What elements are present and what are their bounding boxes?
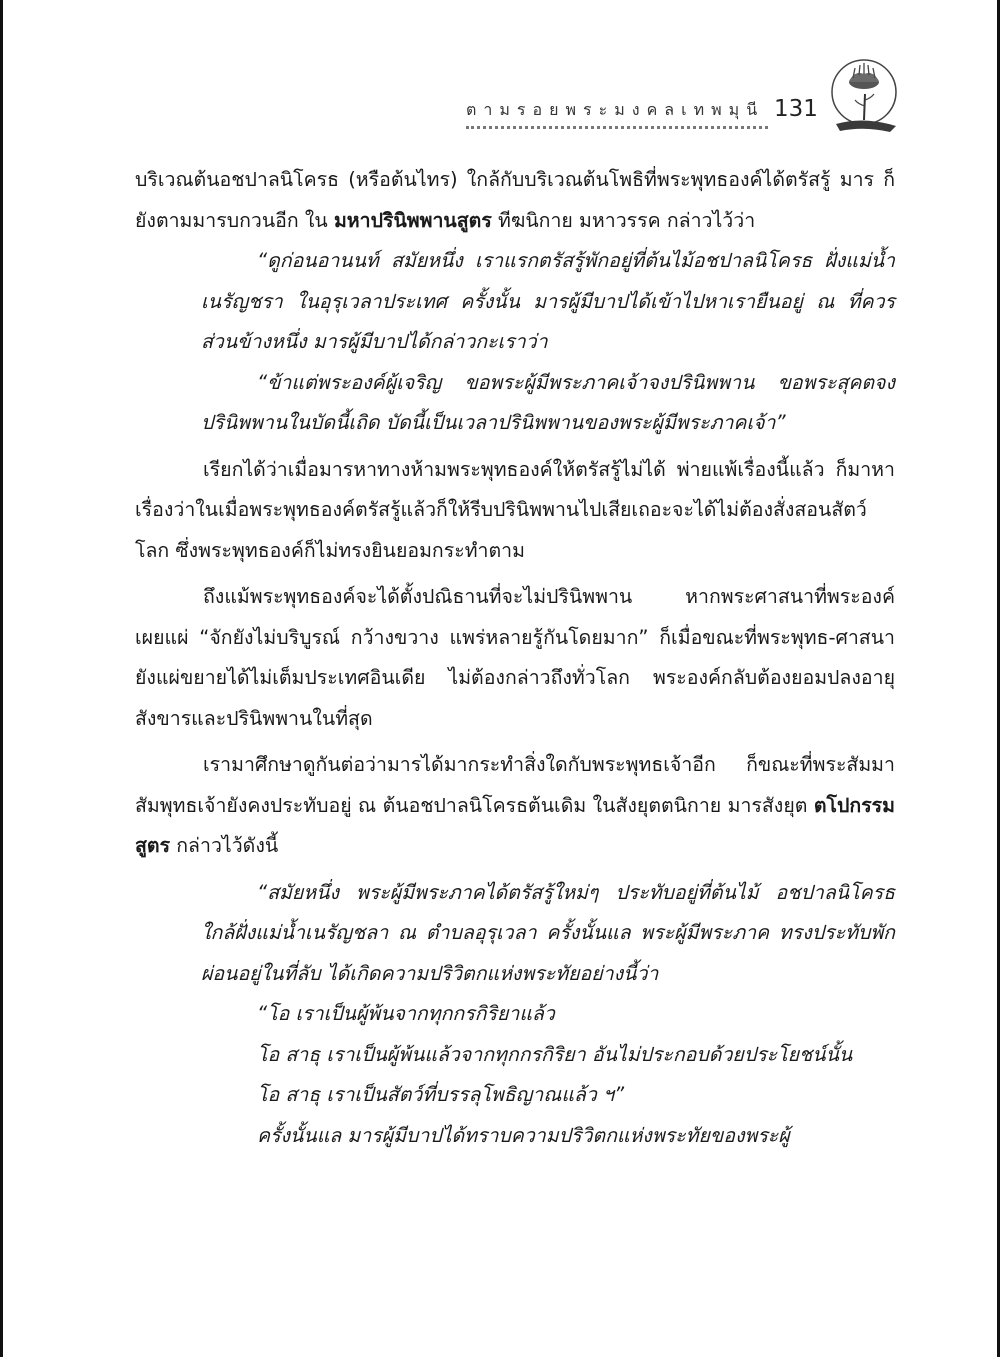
text-run: บริเวณต้นอชปาลนิโครธ (หรือต้นไทร) ใกล้กับบริเวณต้นโพธิที่พระพุทธองค์ได้ตรัสรู้ มาร ก็ยังตามมารบกวนอีก ใน <box>135 168 895 232</box>
quote-paragraph <box>201 873 895 995</box>
quote-line <box>201 994 895 1035</box>
lotus-tree-logo-icon <box>824 56 902 136</box>
quote-line <box>201 1035 895 1076</box>
quote-paragraph <box>201 241 895 363</box>
text-run: “ดูก่อนอานนท์ สมัยหนึ่ง เราแรกตรัสรู้พักอยู่ที่ต้นไม้อชปาลนิโครธ ฝั่งแม่น้ำเนรัญชรา ในอุรุเวลาประเทศ ครั้งนั้น มารผู้มีบาปได้เข้าไปหาเรายืนอยู่ ณ ที่ควรส่วนข้างหนึ่ง มารผู้มีบาปได้กล่าวกะเราว่า <box>201 249 895 353</box>
paragraph <box>135 577 895 739</box>
page-number: 131 <box>774 96 818 122</box>
text-run: “ข้าแต่พระองค์ผู้เจริญ ขอพระผู้มีพระภาคเจ้าจงปรินิพพาน ขอพระสุคตจงปรินิพพานในบัดนี้เถิด บัดนี้เป็นเวลาปรินิพพานของพระผู้มีพระภาคเจ้า” <box>201 370 895 434</box>
bold-term: ตโปกรรมสูตร <box>135 793 895 857</box>
bold-term: มหาปรินิพพานสูตร <box>333 208 492 232</box>
text-run: กล่าวไว้ดังนี้ <box>170 834 279 857</box>
text-run: “โอ เราเป็นผู้พ้นจากทุกกรกิริยาแล้ว <box>257 1002 555 1025</box>
quote-line <box>201 1075 895 1116</box>
body-text <box>135 160 895 1156</box>
paragraph <box>135 450 895 572</box>
text-run: เรามาศึกษาดูกันต่อว่ามารได้มากระทำสิ่งใดกับพระพุทธเจ้าอีก ก็ขณะที่พระสัมมาสัมพุทธเจ้ายังคงประทับอยู่ ณ ต้นอชปาลนิโครธต้นเดิม ในสังยุตตนิกาย มารสังยุต <box>135 753 895 817</box>
quote-paragraph <box>201 363 895 444</box>
quote-line <box>201 1116 895 1157</box>
dotted-rule <box>466 126 768 129</box>
text-run: ถึงแม้พระพุทธองค์จะได้ตั้งปณิธานที่จะไม่ปรินิพพาน หากพระศาสนาที่พระองค์เผยแผ่ “จักยังไม่บริบูรณ์ กว้างขวาง แพร่หลายรู้กันโดยมาก” ก็เมื่อขณะที่พระพุทธ-ศาสนายังแผ่ขยายได้ไม่เต็มประเทศอินเดีย ไม่ต้องกล่าวถึงทั่วโลก พระองค์กลับต้องยอมปลงอายุสังขารและปรินิพพานในที่สุด <box>135 585 895 730</box>
text-run: ทีฆนิกาย มหาวรรค กล่าวไว้ว่า <box>491 208 756 232</box>
running-title: ตามรอยพระมงคลเทพมุนี <box>466 100 765 119</box>
text-run: ครั้งนั้นแล มารผู้มีบาปได้ทราบความปริวิตกแห่งพระทัยของพระผู้ <box>257 1123 790 1147</box>
text-run: “สมัยหนึ่ง พระผู้มีพระภาคได้ตรัสรู้ใหม่ๆ ประทับอยู่ที่ต้นไม้ อชปาลนิโครธ ใกล้ฝั่งแม่น้ำเนรัญชลา ณ ตำบลอุรุเวลา ครั้งนั้นแล พระผู้มีพระภาค ทรงประทับพักผ่อนอยู่ในที่ลับ ได้เกิดความปริวิตกแห่งพระทัยอย่างนี้ว่า <box>201 880 895 985</box>
paragraph <box>135 160 895 241</box>
text-run: โอ สาธุ เราเป็นสัตว์ที่บรรลุโพธิญาณแล้ว ฯ” <box>257 1083 625 1106</box>
page-header <box>0 0 1000 150</box>
left-border <box>0 0 3 1357</box>
text-run: โอ สาธุ เราเป็นผู้พ้นแล้วจากทุกกรกิริยา อันไม่ประกอบด้วยประโยชน์นั้น <box>257 1042 853 1066</box>
paragraph <box>135 745 895 867</box>
text-run: เรียกได้ว่าเมื่อมารหาทางห้ามพระพุทธองค์ให้ตรัสรู้ไม่ได้ พ่ายแพ้เรื่องนี้แล้ว ก็มาหาเรื่องว่าในเมื่อพระพุทธองค์ตรัสรู้แล้วก็ให้รีบปรินิพพานไปเสียเถอะจะได้ไม่ต้องสั่งสอนสัตว์โลก ซึ่งพระพุทธองค์ก็ไม่ทรงยินยอมกระทำตาม <box>135 457 895 562</box>
